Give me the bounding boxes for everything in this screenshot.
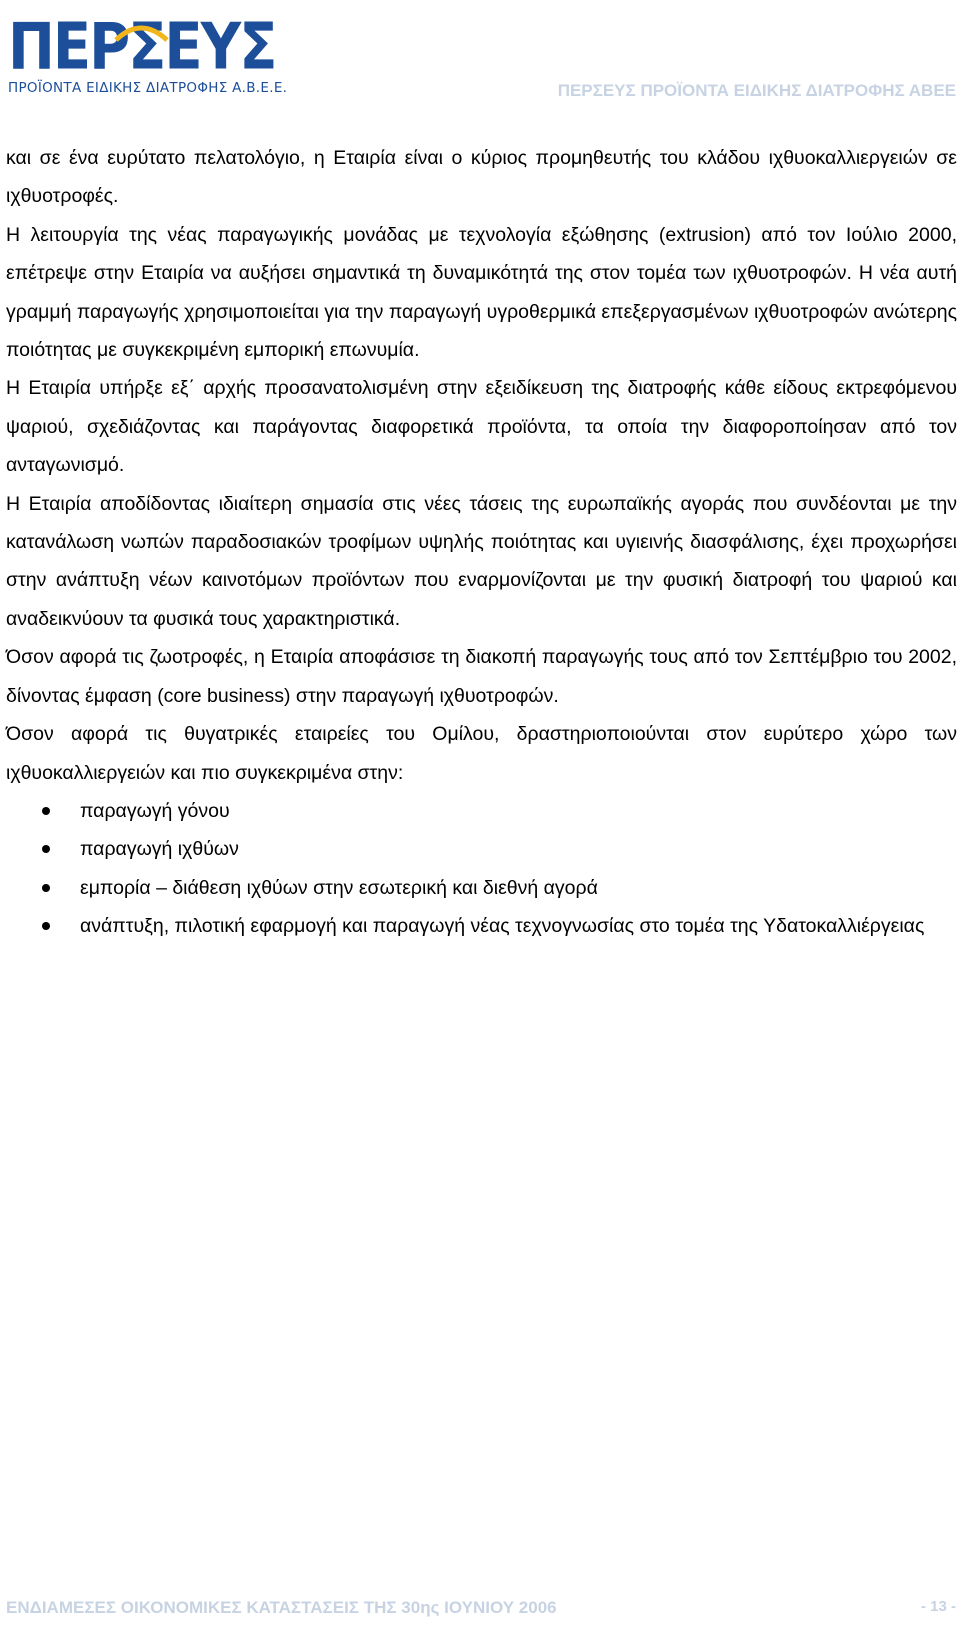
paragraph: Η λειτουργία της νέας παραγωγικής μονάδας με τεχνολογία εξώθησης (extrusion) από τον Ιούλιο 2000, επέτρεψε στην Εταιρία να αυξήσει σημαντικά τη δυναμικότητά της στον τομέα των ιχθυοτροφών. Η νέα αυτή γραμμή παραγωγής χρησιμοποιείται για την παραγωγή υγροθερμικά επεξεργασμένων ιχθυοτροφών ανώτερης ποιότητας με συγκεκριμένη εμπορική επωνυμία. (6, 223, 957, 362)
page-number: - 13 - (920, 1598, 956, 1615)
bullet-icon (42, 845, 50, 853)
logo-wordmark: ΠΕΡΣΕΥΣ (8, 9, 276, 85)
paragraph: Όσον αφορά τις θυγατρικές εταιρείες του Ομίλου, δραστηριοποιούνται στον ευρύτερο χώρο των ιχθυοκαλλιεργειών και πιο συγκεκριμένα στην: (6, 723, 957, 784)
paragraph: Η Εταιρία αποδίδοντας ιδιαίτερη σημασία στις νέες τάσεις της ευρωπαϊκής αγοράς που συνδέονται με την κατανάλωση νωπών παραδοσιακών τροφίμων υψηλής ποιότητας και υγιεινής διασφάλισης, έχει προχωρήσει στην ανάπτυξη νέων καινοτόμων προϊόντων που εναρμονίζονται με την φυσική διατροφή του ψαριού και αναδεικνύουν τα φυσικά τους χαρακτηριστικά. (6, 492, 957, 630)
logo-subtitle: ΠΡΟΪΟΝΤΑ ΕΙΔΙΚΗΣ ΔΙΑΤΡΟΦΗΣ Α.Β.Ε.Ε. (8, 80, 288, 96)
document-body (6, 139, 957, 946)
page-header (0, 0, 960, 110)
list-item (6, 869, 957, 907)
list-item (6, 907, 957, 945)
paragraph: Όσον αφορά τις ζωοτροφές, η Εταιρία αποφάσισε τη διακοπή παραγωγής τους από τον Σεπτέμβριο του 2002, δίνοντας έμφαση (core business) στην παραγωγή ιχθυοτροφών. (6, 646, 957, 707)
paragraph: Η Εταιρία υπήρξε εξ΄ αρχής προσανατολισμένη στην εξειδίκευση της διατροφής κάθε είδους εκτρεφόμενου ψαριού, σχεδιάζοντας και παράγοντας διαφορετικά προϊόντα, τα οποία την διαφοροποίησαν από τον ανταγωνισμό. (6, 377, 957, 477)
company-name: ΠΕΡΣΕΥΣ ΠΡΟΪΟΝΤΑ ΕΙΔΙΚΗΣ ΔΙΑΤΡΟΦΗΣ ΑΒΕΕ (557, 81, 956, 100)
list-item-text: παραγωγή γόνου (80, 799, 230, 822)
paragraph: και σε ένα ευρύτατο πελατολόγιο, η Εταιρία είναι ο κύριος προμηθευτής του κλάδου ιχθυοκαλλιεργειών σε ιχθυοτροφές. (6, 147, 957, 208)
list-item-text: παραγωγή ιχθύων (80, 838, 239, 861)
list-item (6, 830, 957, 868)
company-logo (8, 9, 288, 97)
list-item-text: ανάπτυξη, πιλοτική εφαρμογή και παραγωγή νέας τεχνογνωσίας στο τομέα της Υδατοκαλλιέργειας (80, 915, 925, 938)
bullet-icon (42, 884, 50, 892)
page-footer (6, 1596, 956, 1622)
list-item-text: εμπορία – διάθεση ιχθύων στην εσωτερική και διεθνή αγορά (80, 876, 598, 899)
logo-sun-icon (114, 20, 169, 42)
bullet-icon (42, 922, 50, 930)
list-item (6, 792, 957, 830)
bullet-icon (42, 807, 50, 815)
footer-title: ΕΝΔΙΑΜΕΣΕΣ ΟΙΚΟΝΟΜΙΚΕΣ ΚΑΤΑΣΤΑΣΕΙΣ ΤΗΣ 30ης ΙΟΥΝΙΟΥ 2006 (6, 1598, 557, 1617)
subsidiary-activities-list (6, 792, 957, 946)
